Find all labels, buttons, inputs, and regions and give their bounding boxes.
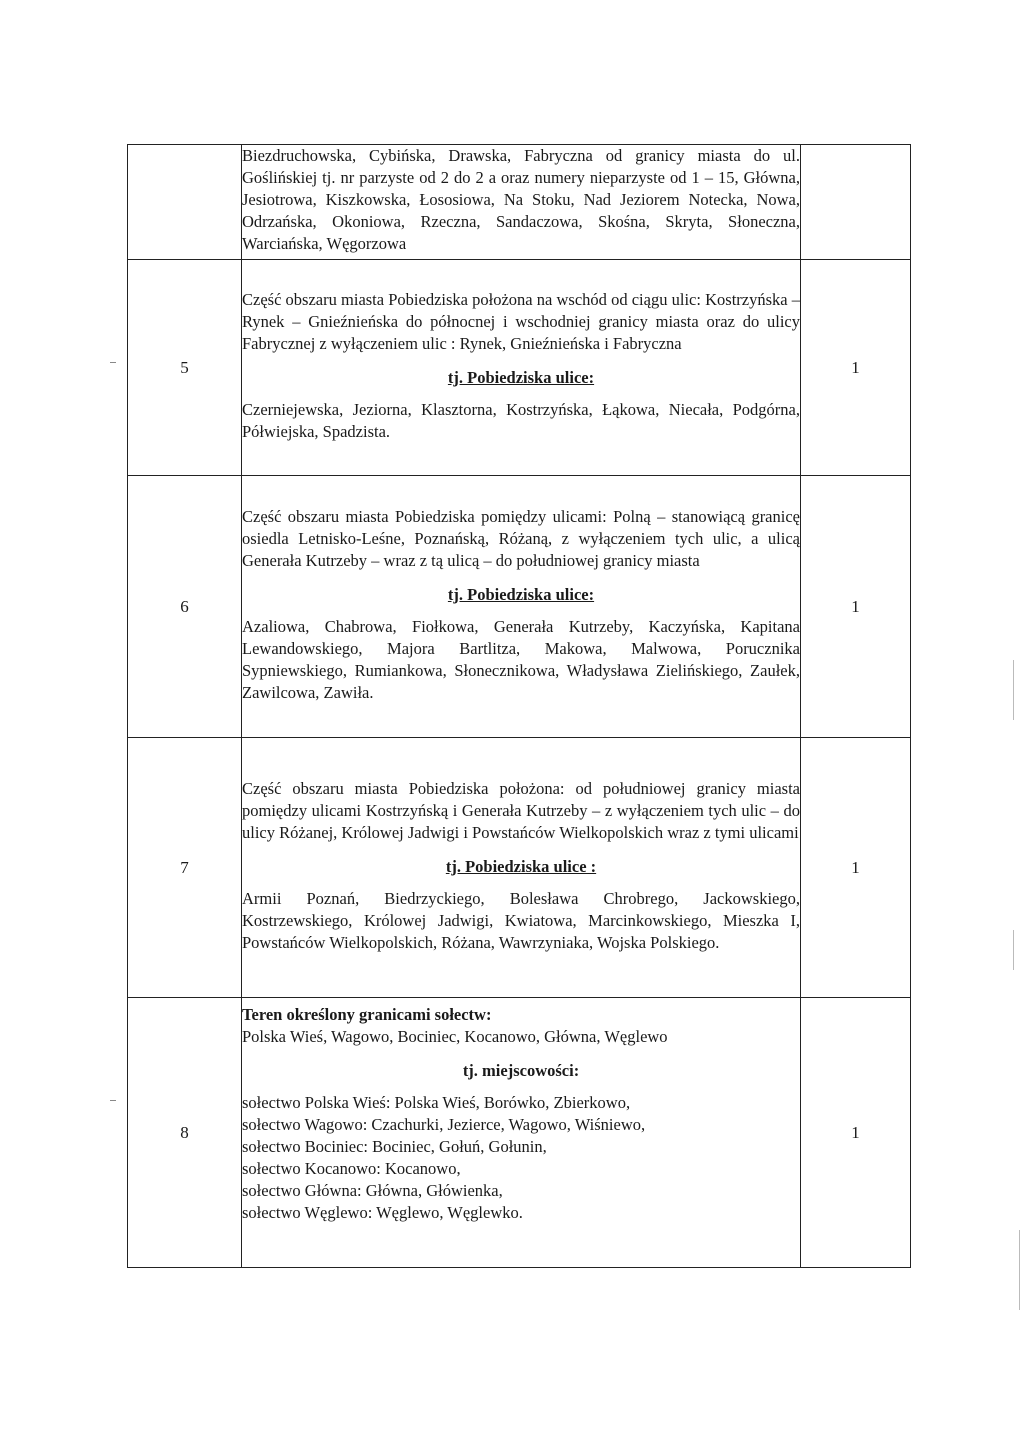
village-line: sołectwo Bociniec: Bociniec, Gołuń, Gołunin, — [242, 1137, 547, 1156]
row-number: 7 — [128, 738, 242, 998]
area-description: Część obszaru miasta Pobiedziska położona: od południowej granicy miasta pomiędzy ulicami Kostrzyńską i Generała Kutrzeby – z wyłączeniem tych ulic – do ulicy Różanej, Królowej Jadwigi i Powstańców Wielkopolskich wraz z tymi ulicami — [242, 778, 800, 842]
village-line: sołectwo Wagowo: Czachurki, Jezierce, Wagowo, Wiśniewo, — [242, 1115, 646, 1134]
scan-margin-line — [1013, 660, 1014, 720]
row-number: 8 — [128, 998, 242, 1268]
row-description-cell — [242, 145, 801, 260]
row-description-cell — [242, 476, 801, 738]
table-row — [128, 738, 911, 998]
row-mandate-count — [801, 145, 911, 260]
row-mandate-count: 1 — [801, 260, 911, 476]
constituency-table — [127, 144, 911, 1268]
row-number: 5 — [128, 260, 242, 476]
street-list: Czerniejewska, Jeziorna, Klasztorna, Kostrzyńska, Łąkowa, Niecała, Podgórna, Półwiejska, Spadzista. — [242, 399, 800, 441]
row-description-cell — [242, 260, 801, 476]
area-description: Polska Wieś, Wagowo, Bociniec, Kocanowo, Główna, Węglewo — [242, 1027, 668, 1046]
row-mandate-count: 1 — [801, 476, 911, 738]
village-line: sołectwo Węglewo: Węglewo, Węglewko. — [242, 1203, 523, 1222]
row-mandate-count: 1 — [801, 738, 911, 998]
row-number: 6 — [128, 476, 242, 738]
street-list: Biezdruchowska, Cybińska, Drawska, Fabryczna od granicy miasta do ul. Goślińskiej tj. nr parzyste od 2 do 2 a oraz numery nieparzyste od 1 – 15, Główna, Jesiotrowa, Kiszkowska, Łososiowa, Na Stoku, Nad Jeziorem Notecka, Nowa, Odrzańska, Okoniowa, Rzeczna, Sandaczowa, Skośna, Skryta, Słoneczna, Warciańska, Węgorzowa — [242, 146, 800, 253]
village-line: sołectwo Polska Wieś: Polska Wieś, Borówko, Zbierkowo, — [242, 1093, 631, 1112]
area-description: Część obszaru miasta Pobiedziska pomiędzy ulicami: Polną – stanowiącą granicę osiedla Letnisko-Leśne, Poznańską, Różaną, z wyłączeniem tych ulic, a ulicą Generała Kutrzeby – wraz z tą ulicą – do południowej granicy miasta — [242, 506, 800, 570]
scan-mark — [110, 362, 116, 363]
table-row — [128, 145, 911, 260]
street-list: Azaliowa, Chabrowa, Fiołkowa, Generała Kutrzeby, Kaczyńska, Kapitana Lewandowskiego, Majora Bartlitza, Makowa, Malwowa, Porucznika Sypniewskiego, Rumiankowa, Słonecznikowa, Władysława Zielińskiego, Zaułek, Zawilcowa, Zawiła. — [242, 616, 800, 702]
row-mandate-count: 1 — [801, 998, 911, 1268]
subheading: tj. Pobiedziska ulice : — [445, 856, 597, 876]
area-lead: Teren określony granicami sołectw: — [242, 1005, 492, 1024]
village-line: sołectwo Kocanowo: Kocanowo, — [242, 1159, 461, 1178]
table-row — [128, 476, 911, 738]
village-line: sołectwo Główna: Główna, Główienka, — [242, 1181, 503, 1200]
table-row — [128, 260, 911, 476]
row-description-cell — [242, 738, 801, 998]
scan-margin-line — [1013, 930, 1014, 970]
subheading: tj. Pobiedziska ulice: — [447, 584, 595, 604]
area-description: Część obszaru miasta Pobiedziska położona na wschód od ciągu ulic: Kostrzyńska – Rynek – Gnieźnieńska do północnej i wschodniej granicy miasta oraz do ulicy Fabrycznej z wyłączeniem ulic : Rynek, Gnieźnieńska i Fabryczna — [242, 289, 800, 353]
street-list: Armii Poznań, Biedrzyckiego, Bolesława Chrobrego, Jackowskiego, Kostrzewskiego, Królowej Jadwigi, Kwiatowa, Marcinkowskiego, Mieszka I, Powstańców Wielkopolskich, Różana, Wawrzyniaka, Wojska Polskiego. — [242, 888, 800, 952]
row-number — [128, 145, 242, 260]
subheading: tj. miejscowości: — [462, 1061, 580, 1080]
subheading: tj. Pobiedziska ulice: — [447, 367, 595, 387]
scan-mark — [110, 1100, 116, 1101]
scan-margin-line — [1019, 1230, 1020, 1310]
table-row — [128, 998, 911, 1268]
row-description-cell — [242, 998, 801, 1268]
